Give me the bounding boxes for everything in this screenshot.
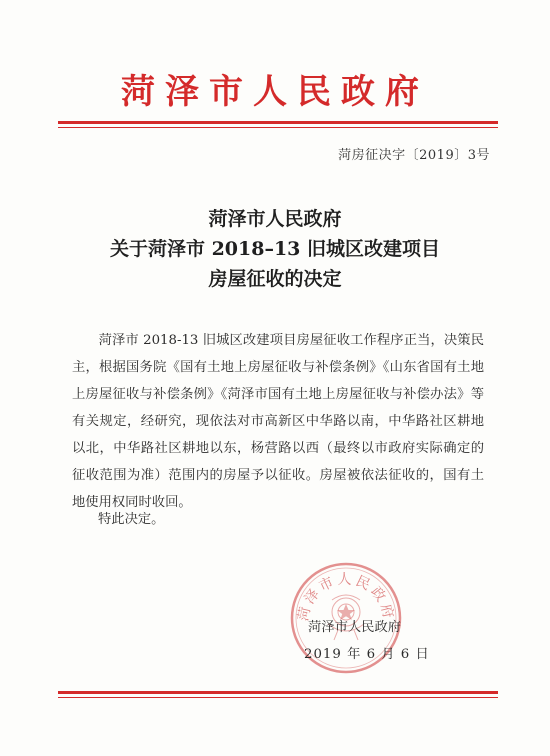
document-title-line-2: 关于菏泽市 2018–13 旧城区改建项目 <box>109 238 441 260</box>
document-title-line-1: 菏泽市人民政府 <box>208 208 342 230</box>
header-rule-thin <box>58 127 498 128</box>
header-rule-thick <box>58 121 498 124</box>
footer-rule-thick <box>58 691 498 694</box>
issuer-header: 菏泽市人民政府 <box>121 72 429 112</box>
document-body: 菏泽市 2018-13 旧城区改建项目房屋征收工作程序正当，决策民主，根据国务院《国有土地上房屋征收与补偿条例》《山东省国有土地上房屋征收与补偿条例》《菏泽市国有土地上房屋征收与补偿办法》等有关规定，经研究，现依法对市高新区中华路以南，中华路社区耕地以北，中华路社区耕地以东，杨营路以西（最终以市政府实际确定的征收范围为准）范围内的房屋予以征收。房屋被依法征收的，国有土地使用权同时收回。 <box>72 333 484 510</box>
signature-organization: 菏泽市人民政府 <box>308 620 402 635</box>
footer-rule-thin <box>58 697 498 698</box>
document-closing: 特此决定。 <box>98 512 165 527</box>
document-number: 菏房征决字〔2019〕3号 <box>338 148 490 163</box>
document-title-line-3: 房屋征收的决定 <box>208 268 342 290</box>
document-title <box>0 204 550 294</box>
seal-text: 菏泽市人民政府 <box>295 571 397 623</box>
signature-date: 2019 年 6 月 6 日 <box>304 647 430 662</box>
